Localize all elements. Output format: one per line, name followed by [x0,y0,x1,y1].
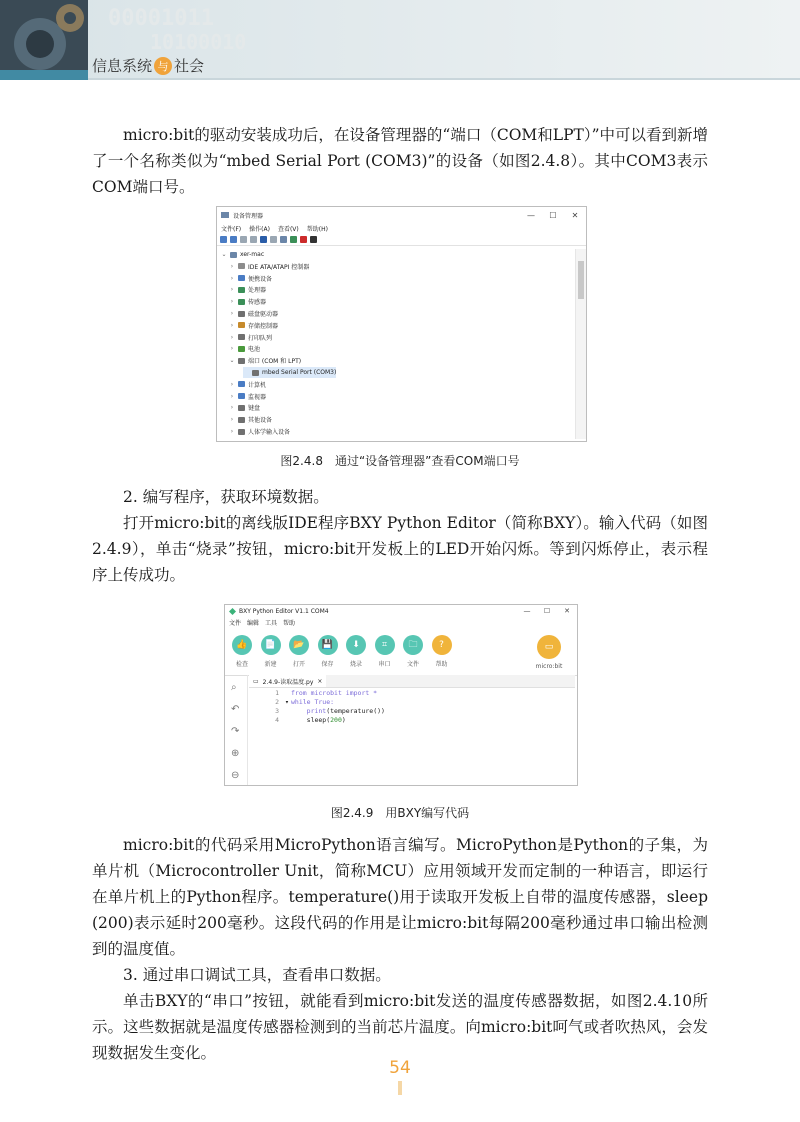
tree-item-label: 磁盘驱动器 [248,311,279,318]
chevron-right-icon[interactable]: › [230,274,234,282]
device-manager-toolbar [217,233,586,246]
toolbar-button-label: 烧录 [349,661,362,668]
tree-item-label: 处理器 [248,287,267,295]
chevron-right-icon[interactable]: › [230,298,234,306]
maximize-button[interactable]: ☐ [549,210,557,220]
device-button[interactable] [525,635,573,670]
undo-icon[interactable]: ↶ [231,704,240,715]
paragraph-1 [92,122,708,200]
bxy-titlebar [225,605,577,617]
chevron-right-icon[interactable]: › [230,380,234,388]
tree-item-label: 计算机 [248,381,267,389]
code-token: ) [341,716,346,724]
tree-item-label: 监视器 [248,393,267,401]
toolbar-icon: ⌗ [375,635,395,655]
editor-tab[interactable] [249,675,326,687]
device-icon [238,322,245,328]
chevron-right-icon[interactable]: › [230,286,234,294]
device-icon [238,429,245,435]
chevron-right-icon[interactable]: › [230,392,234,400]
forward-icon[interactable] [230,236,237,243]
device-icon [238,299,245,305]
device-tree [217,249,575,439]
bxy-editor-window [224,604,578,786]
device-icon [238,358,245,364]
device-icon [238,287,245,293]
code-line[interactable] [249,689,575,698]
device-tree-scrollbar[interactable] [575,249,586,439]
chevron-right-icon[interactable]: › [230,404,234,412]
tree-item[interactable] [221,249,264,260]
tree-item[interactable] [229,273,272,284]
code-token: while True: [291,698,335,706]
toolbar-button-label: 检查 [235,661,248,668]
code-line[interactable] [249,716,575,725]
line-number: 4 [275,716,279,724]
toolbar-button-label: 串口 [378,661,391,668]
bxy-menu-file[interactable]: 文件 [229,619,242,627]
tree-item[interactable] [229,414,272,425]
bxy-logo-icon [229,608,236,615]
toolbar-button[interactable] [229,635,255,668]
tree-item[interactable] [229,284,266,295]
chevron-right-icon[interactable]: › [230,345,234,353]
toolbar-button-label: 打开 [292,661,305,668]
tree-item-label: 打印队列 [248,334,273,342]
tree-item-label: 存储控制器 [248,322,279,330]
tree-item[interactable] [229,320,278,331]
bxy-maximize-button[interactable]: ☐ [543,607,551,615]
download-icon[interactable] [310,236,317,243]
paragraph-6-text: 单击BXY的“串口”按钮，就能看到micro:bit发送的温度传感器数据，如图2.4.10所示。这些数据就是温度传感器检测到的当前芯片温度。向micro:bit呵气或者吹热风，会发现数据发生变化。 [92,992,708,1062]
device-icon [238,381,245,387]
bxy-menu-help[interactable]: 帮助 [283,619,296,627]
tree-item-label: 便携设备 [248,275,273,283]
device-label: micro:bit [535,663,563,670]
device-manager-icon [221,211,229,219]
paragraph-2 [92,484,708,588]
bxy-toolbar [225,629,577,676]
toolbar-button[interactable] [372,635,398,668]
zoom-out-icon[interactable]: ⊖ [231,770,240,781]
chevron-down-icon[interactable]: ⌄ [229,357,235,365]
chevron-right-icon[interactable]: › [230,333,234,341]
chevron-right-icon[interactable]: › [230,310,234,317]
bxy-title: BXY Python Editor V1.1 COM4 [239,607,329,615]
tree-item-label: 传感器 [248,299,267,307]
uninstall-icon[interactable] [300,236,307,243]
close-button[interactable]: ✕ [571,210,579,220]
tree-item[interactable] [229,296,266,307]
page-number-tick [398,1081,402,1095]
microbit-icon: ▭ [537,635,561,659]
device-icon [238,334,245,340]
tree-item-label: 电池 [248,346,261,354]
tree-item-label: IDE ATA/ATAPI 控制器 [248,263,310,271]
tree-item[interactable] [229,379,266,390]
header-title-amp: 与 [154,57,172,75]
properties-icon[interactable] [250,236,257,243]
back-icon[interactable] [220,236,227,243]
chevron-right-icon[interactable]: › [230,321,234,329]
device-manager-titlebar [217,207,586,223]
toolbar-icon: ⬇ [346,635,366,655]
toolbar-icon: 💾 [318,635,338,655]
page-number: 54 [389,1058,411,1078]
device-icon [238,275,245,281]
tree-item-label: 人体学输入设备 [248,429,291,436]
tree-item[interactable] [229,261,309,272]
code-token: sleep( [291,716,331,724]
toolbar-button-label: 新建 [264,661,277,668]
toolbar-button[interactable] [429,635,455,668]
device-icon [230,252,237,258]
device-manager-title: 设备管理器 [233,212,264,220]
paragraph-1-text: micro:bit的驱动安装成功后，在设备管理器的“端口（COM和LPT）”中可以看到新增了一个名称类似为“mbed Serial Port (COM3)”的设备（如图2.4.8）。其中COM3表示COM端口号。 [92,126,709,196]
bxy-sidebar [225,675,248,785]
device-manager-menubar [217,223,586,233]
redo-icon[interactable]: ↷ [231,726,240,737]
toolbar-icon: 👍 [232,635,252,655]
device-icon [252,370,259,376]
menu-file[interactable]: 文件(F) [221,225,242,233]
bxy-menu-edit[interactable]: 编辑 [247,619,260,627]
tab-close-icon[interactable]: × [317,677,323,685]
tree-item[interactable] [229,332,272,343]
menu-help[interactable]: 帮助(H) [306,225,328,233]
gear-icon [0,0,88,80]
toolbar-button-label: 文件 [406,661,419,668]
tree-item[interactable] [229,355,301,366]
menu-view[interactable]: 查看(V) [277,225,299,233]
chevron-right-icon[interactable]: › [230,428,234,435]
fold-marker[interactable]: ▾ [285,698,289,706]
toolbar-button[interactable] [343,635,369,668]
tree-item[interactable] [229,308,278,319]
header-binary-1: 00001011 [108,6,214,31]
tree-item[interactable] [229,343,260,354]
bxy-close-button[interactable]: ✕ [564,607,570,615]
tree-item[interactable] [229,402,260,413]
bxy-minimize-button[interactable]: — [523,607,531,615]
editor-tab-bar [249,675,575,688]
code-token: 200 [330,716,342,724]
tree-view-icon[interactable] [240,236,247,243]
header-title-part2: 社会 [174,57,205,75]
header-logo-tile [0,0,88,80]
toolbar-icon: 📄 [261,635,281,655]
bxy-menubar [225,617,577,627]
device-icon [238,417,245,423]
paragraph-5-text: 3. 通过串口调试工具，查看串口数据。 [123,966,391,984]
update-driver-icon[interactable] [270,236,277,243]
minimize-button[interactable]: — [527,210,535,220]
zoom-in-icon[interactable]: ⊕ [231,748,240,759]
device-icon [238,346,245,352]
toolbar-icon: 📂 [289,635,309,655]
figure-2-caption: 图2.4.9 用BXY编写代码 [330,806,470,820]
file-icon: ▭ [253,677,259,685]
tree-item[interactable] [229,426,290,437]
toolbar-icon: 🗀 [403,635,423,655]
device-manager-window [216,206,587,442]
tree-item-label: 其他设备 [248,417,273,425]
chevron-right-icon[interactable]: › [230,416,234,424]
device-icon [238,311,245,317]
line-number: 2 [275,698,279,706]
toolbar-button-label: 保存 [321,661,334,668]
menu-action[interactable]: 操作(A) [249,225,270,233]
tree-item-label: 端口 (COM 和 LPT) [248,358,302,366]
line-number: 1 [275,689,279,697]
chevron-right-icon[interactable]: › [230,262,234,270]
paragraph-4-text: micro:bit的代码采用MicroPython语言编写。MicroPython是Python的子集，为单片机（Microcontroller Unit，简称MCU）应用领域开发而定制的一种语言，即运行在单片机上的Python程序。temperature()用于读取开发板上自带的温度传感器，sleep (200)表示延时200毫秒。这段代码的作用是让micro:bit每隔200毫秒通过串口输出检测到的温度值。 [92,836,708,958]
header-title-part1: 信息系统 [92,57,153,75]
device-icon [238,263,245,269]
paragraph-4 [92,832,708,1066]
tree-item-label: xer-mac [240,251,265,258]
device-icon [238,393,245,399]
header-title [92,55,204,76]
scrollbar-thumb[interactable] [578,261,584,299]
scan-hardware-icon[interactable] [280,236,287,243]
tree-item[interactable] [229,391,266,402]
device-icon [238,405,245,411]
tree-item-label: 键盘 [248,405,261,413]
tree-item[interactable] [243,367,336,378]
paragraph-3-text: 打开micro:bit的离线版IDE程序BXY Python Editor（简称BXY）。输入代码（如图2.4.9），单击“烧录”按钮，micro:bit开发板上的LED开始闪烁。等到闪烁停止，表示程序上传成功。 [92,514,708,584]
code-editor[interactable] [249,689,575,725]
code-token: (temperature()) [326,707,385,715]
chevron-down-icon[interactable]: ⌄ [221,251,227,258]
bxy-menu-tools[interactable]: 工具 [265,619,278,627]
help-icon[interactable] [260,236,267,243]
toolbar-button[interactable] [315,635,341,668]
search-icon[interactable]: ⌕ [231,682,237,693]
figure-1-caption: 图2.4.8 通过“设备管理器”查看COM端口号 [280,454,520,468]
page-header [0,0,800,80]
code-token: from microbit import * [291,689,378,697]
header-binary-2: 10100010 [150,30,247,54]
editor-tab-label: 2.4.9-读取温度.py [262,678,314,686]
toolbar-button[interactable] [258,635,284,668]
toolbar-button[interactable] [400,635,426,668]
tree-item-label: mbed Serial Port (COM3) [262,369,337,376]
add-device-icon[interactable] [290,236,297,243]
paragraph-2-text: 2. 编写程序，获取环境数据。 [123,488,329,506]
line-number: 3 [275,707,279,715]
toolbar-icon: ? [432,635,452,655]
toolbar-button-label: 帮助 [435,661,448,668]
code-line[interactable] [249,707,575,716]
code-token: print [291,707,327,715]
code-line[interactable] [249,698,575,707]
toolbar-button[interactable] [286,635,312,668]
